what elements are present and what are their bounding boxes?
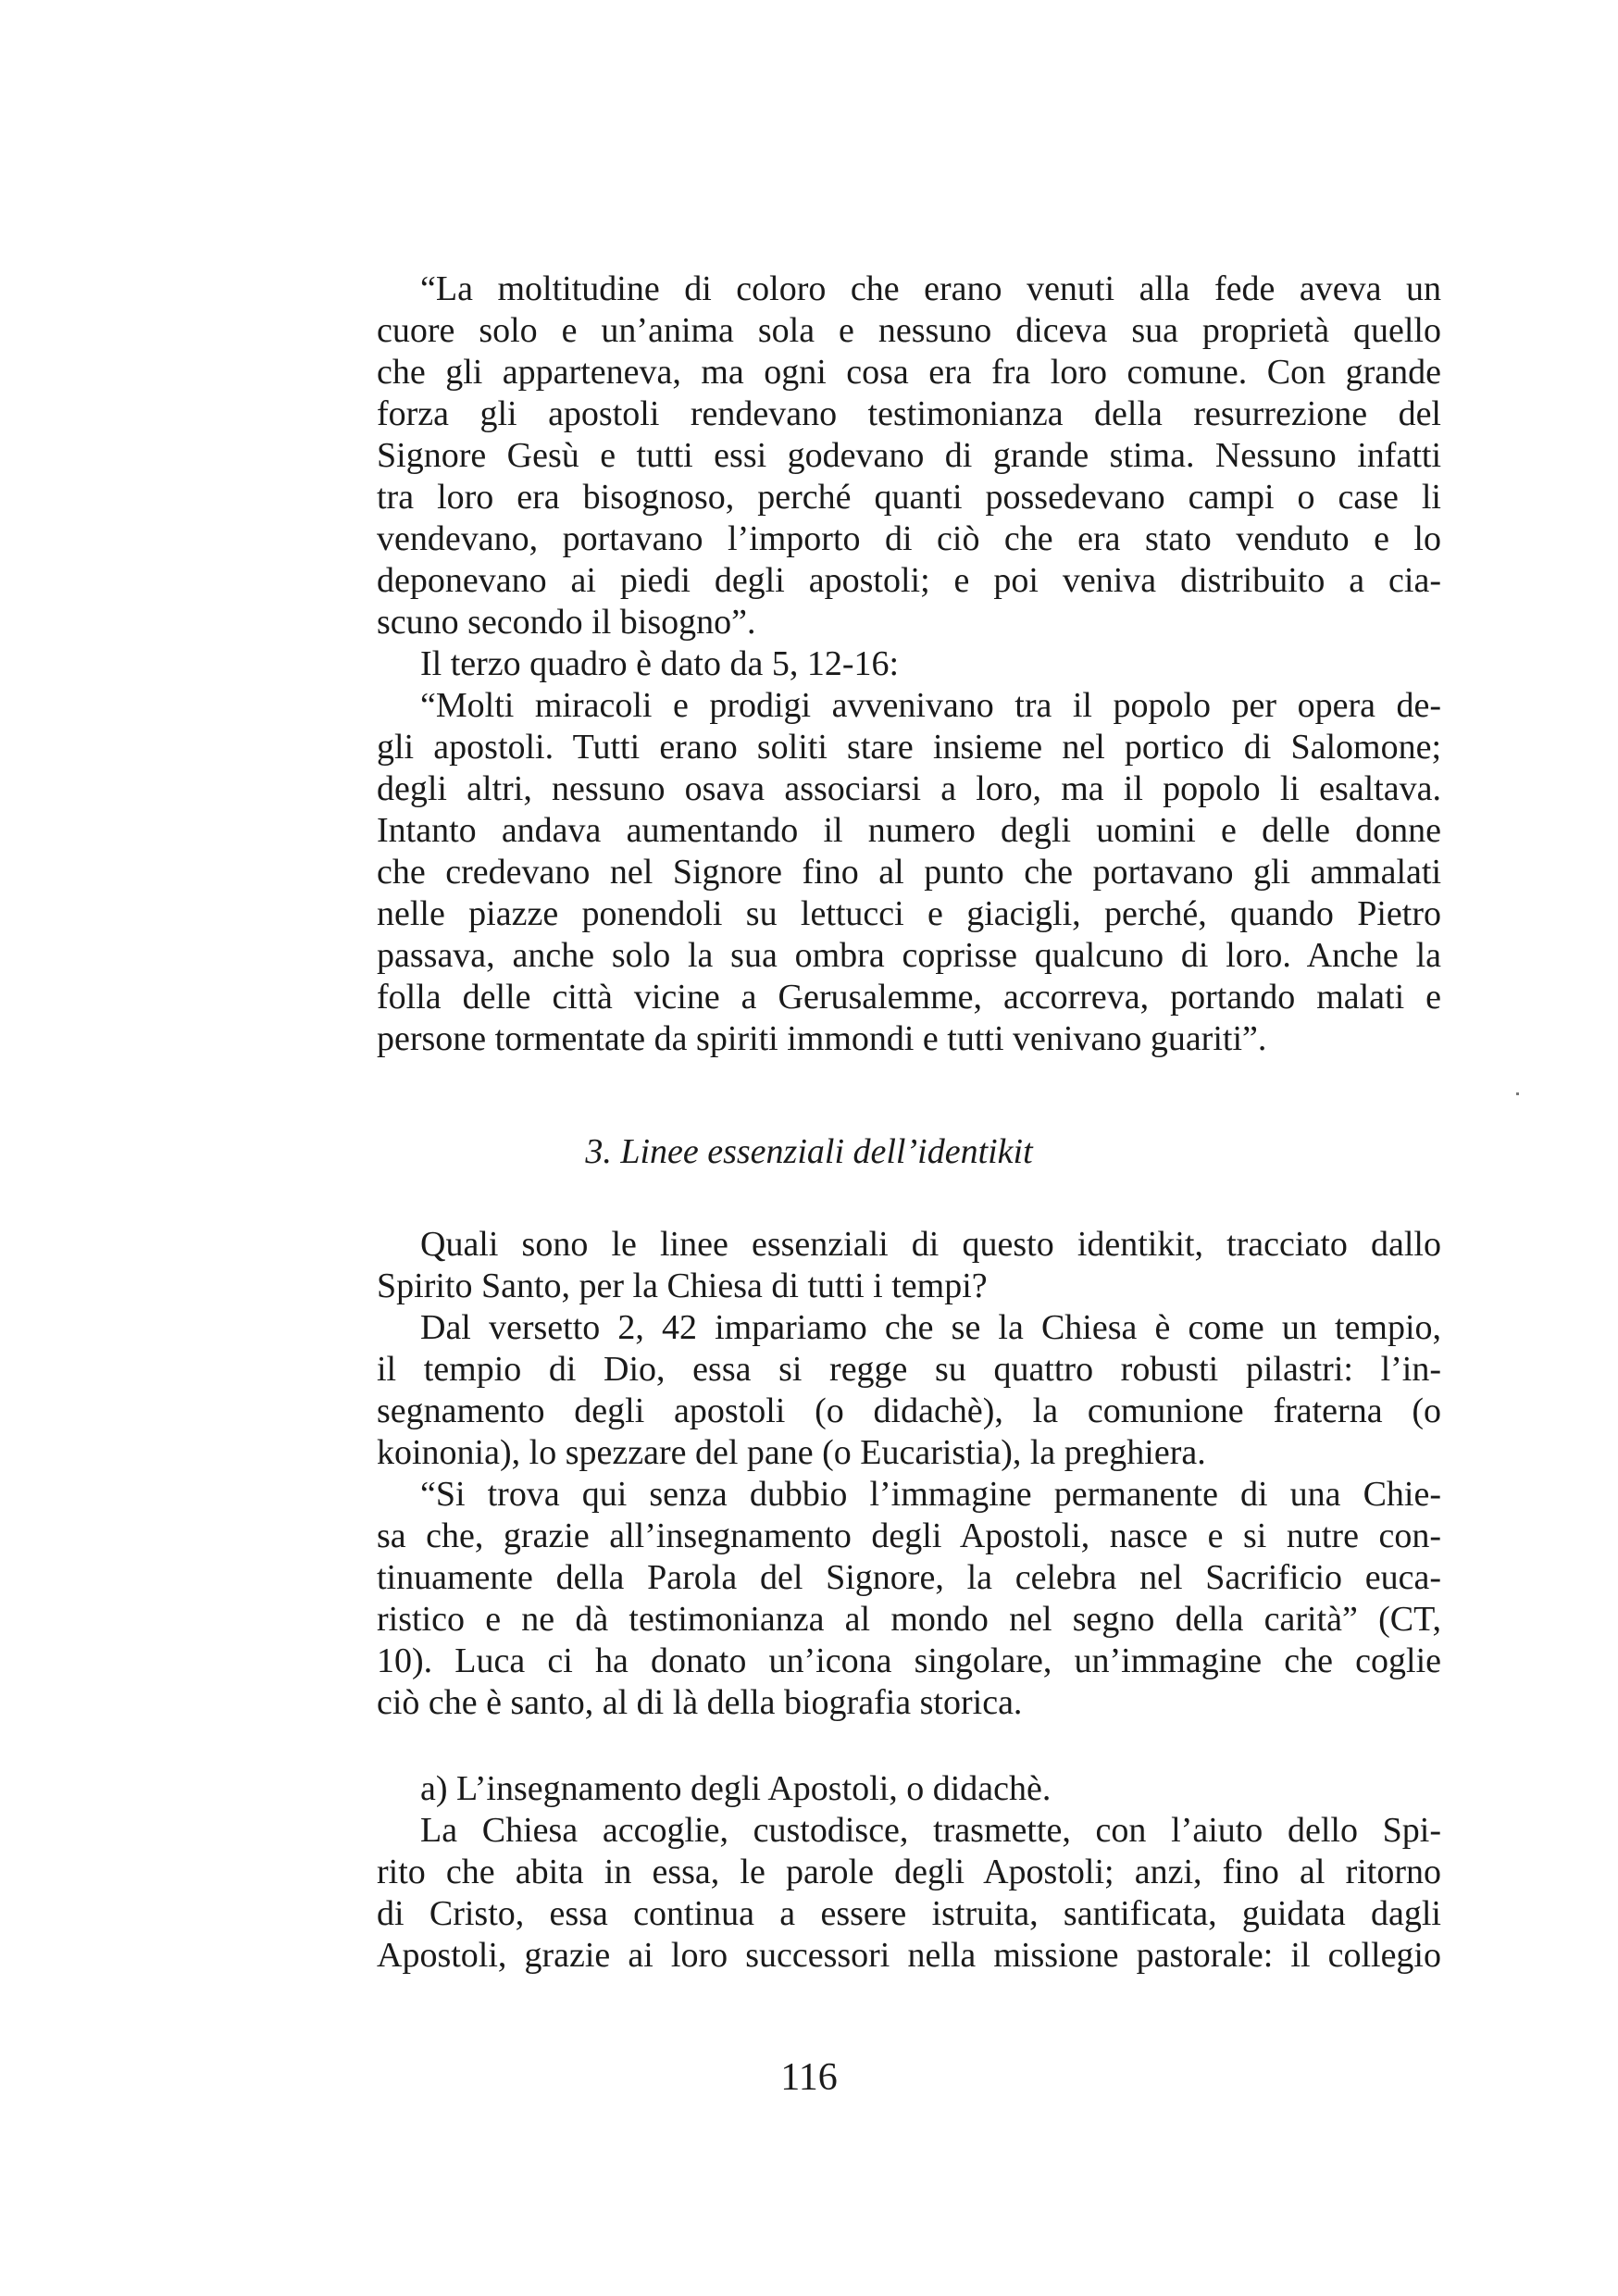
text-line: Dal versetto 2, 42 impariamo che se la Chiesa è come un tempio,: [420, 1308, 1441, 1347]
text-line: scuno secondo il bisogno”.: [377, 603, 756, 642]
text-line: gli apostoli. Tutti erano soliti stare insieme nel portico di Salomone;: [377, 728, 1441, 767]
text-line: persone tormentate da spiriti immondi e tutti venivano guariti”.: [377, 1019, 1267, 1058]
text-line: Apostoli, grazie ai loro successori nella missione pastorale: il collegio: [377, 1936, 1441, 1975]
text-line: tra loro era bisognoso, perché quanti possedevano campi o case li: [377, 478, 1441, 517]
text-line: La Chiesa accoglie, custodisce, trasmette, con l’aiuto dello Spi-: [420, 1811, 1441, 1850]
page-number: 116: [780, 2056, 838, 2099]
text-line: nelle piazze ponendoli su lettucci e giacigli, perché, quando Pietro: [377, 894, 1441, 933]
text-line: deponevano ai piedi degli apostoli; e poi veniva distribuito a cia-: [377, 561, 1441, 600]
text-line: Quali sono le linee essenziali di questo identikit, tracciato dallo: [420, 1225, 1441, 1264]
text-line: “Si trova qui senza dubbio l’immagine permanente di una Chie-: [420, 1475, 1441, 1514]
text-line: vendevano, portavano l’importo di ciò che era stato venduto e lo: [377, 519, 1441, 558]
text-line: “Molti miracoli e prodigi avvenivano tra il popolo per opera de-: [420, 686, 1441, 725]
quote-paragraphs: [377, 268, 1441, 1060]
text-line: che gli apparteneva, ma ogni cosa era fra loro comune. Con grande: [377, 353, 1441, 392]
section-heading: 3. Linee essenziali dell’identikit: [585, 1132, 1033, 1171]
section-body: [377, 1224, 1441, 1724]
text-line: ciò che è santo, al di là della biografia storica.: [377, 1683, 1023, 1722]
text-line: cuore solo e un’anima sola e nessuno diceva sua proprietà quello: [377, 311, 1441, 350]
text-line: folla delle città vicine a Gerusalemme, accorreva, portando malati e: [377, 978, 1441, 1017]
text-line: a) L’insegnamento degli Apostoli, o didachè.: [420, 1769, 1052, 1808]
text-line: ristico e ne dà testimonianza al mondo nel segno della carità” (CT,: [377, 1600, 1441, 1639]
text-line: tinuamente della Parola del Signore, la celebra nel Sacrificio euca-: [377, 1558, 1441, 1597]
text-line: passava, anche solo la sua ombra coprisse qualcuno di loro. Anche la: [377, 936, 1441, 975]
text-line: sa che, grazie all’insegnamento degli Apostoli, nasce e si nutre con-: [377, 1516, 1441, 1555]
text-line: forza gli apostoli rendevano testimonianza della resurrezione del: [377, 394, 1441, 433]
text-line: segnamento degli apostoli (o didachè), la comunione fraterna (o: [377, 1391, 1441, 1430]
text-line: che credevano nel Signore fino al punto che portavano gli ammalati: [377, 853, 1441, 892]
scan-speck: [1516, 1092, 1519, 1095]
text-line: degli altri, nessuno osava associarsi a loro, ma il popolo li esaltava.: [377, 769, 1441, 808]
text-line: il tempio di Dio, essa si regge su quattro robusti pilastri: l’in-: [377, 1350, 1441, 1389]
text-line: Intanto andava aumentando il numero degli uomini e delle donne: [377, 811, 1441, 850]
text-line: koinonia), lo spezzare del pane (o Eucaristia), la preghiera.: [377, 1433, 1206, 1472]
text-line: 10). Luca ci ha donato un’icona singolare, un’immagine che coglie: [377, 1641, 1441, 1680]
text-line: Il terzo quadro è dato da 5, 12-16:: [420, 644, 900, 683]
text-line: Spirito Santo, per la Chiesa di tutti i tempi?: [377, 1267, 988, 1305]
text-line: Signore Gesù e tutti essi godevano di grande stima. Nessuno infatti: [377, 436, 1441, 475]
subsection-a: [377, 1768, 1441, 1977]
text-line: “La moltitudine di coloro che erano venuti alla fede aveva un: [420, 269, 1441, 308]
text-line: di Cristo, essa continua a essere istruita, santificata, guidata dagli: [377, 1894, 1441, 1933]
text-line: rito che abita in essa, le parole degli Apostoli; anzi, fino al ritorno: [377, 1853, 1441, 1891]
